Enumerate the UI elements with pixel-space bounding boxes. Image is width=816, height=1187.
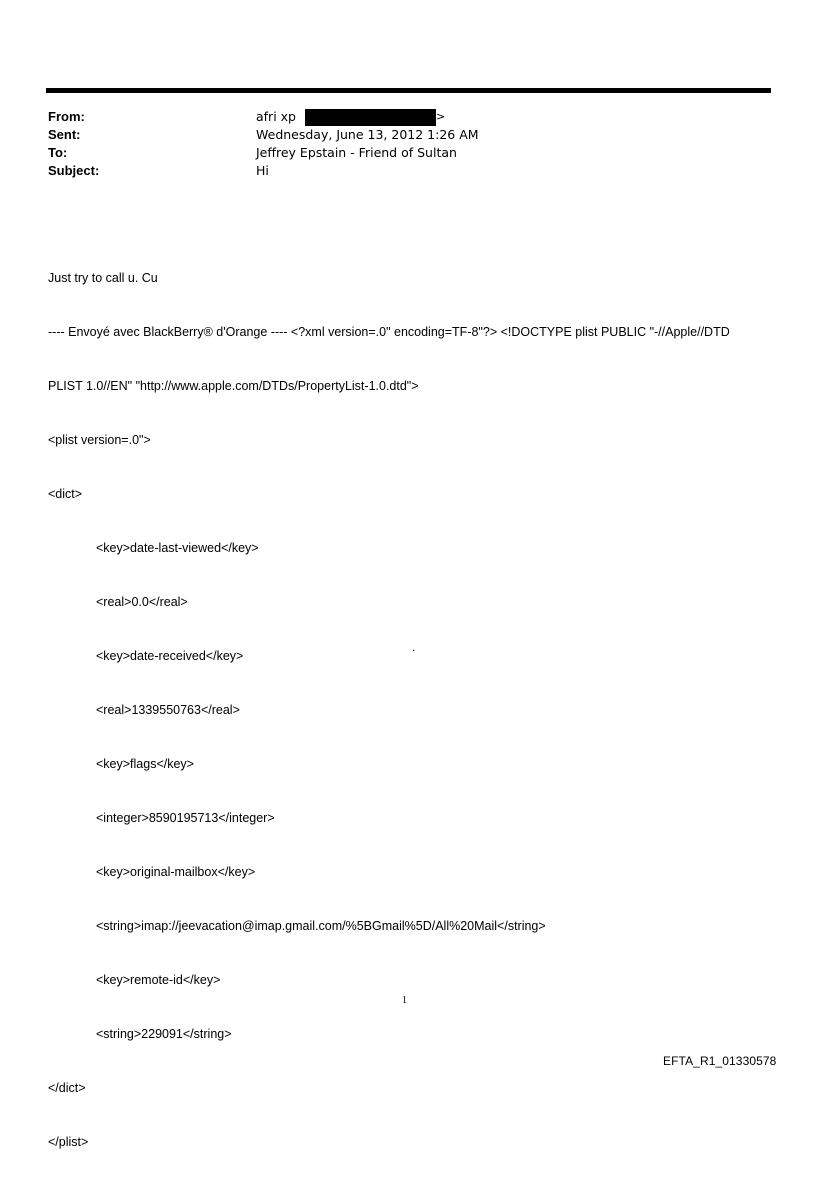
- email-body: [48, 233, 768, 1187]
- from-label: From:: [48, 109, 85, 124]
- subject-row: [48, 162, 748, 180]
- to-value: Jeffrey Epstain - Friend of Sultan: [256, 145, 457, 160]
- body-line: ---- Envoyé avec BlackBerry® d'Orange ---- <?xml version=.0" encoding=TF-8"?> <!DOCTYPE plist PUBLIC "-//Apple//DTD: [48, 325, 730, 339]
- stray-mark: .: [412, 640, 416, 654]
- body-line: <plist version=.0">: [48, 433, 151, 447]
- from-value: [256, 108, 445, 126]
- body-line: Just try to call u. Cu: [48, 271, 158, 285]
- document-id: EFTA_R1_01330578: [663, 1054, 777, 1068]
- sender-name: afri xp: [256, 109, 296, 124]
- redaction-block: [305, 109, 436, 126]
- body-line: <string>imap://jeevacation@imap.gmail.com/%5BGmail%5D/All%20Mail</string>: [96, 919, 546, 933]
- body-line: <integer>8590195713</integer>: [96, 811, 275, 825]
- body-line: <key>flags</key>: [96, 757, 194, 771]
- body-line: <key>remote-id</key>: [96, 973, 221, 987]
- header-rule: [46, 88, 771, 93]
- subject-label: Subject:: [48, 163, 100, 178]
- sent-label: Sent:: [48, 127, 81, 142]
- body-line: <real>1339550763</real>: [96, 703, 240, 717]
- body-line: <key>date-received</key>: [96, 649, 244, 663]
- to-row: [48, 144, 748, 162]
- body-line: PLIST 1.0//EN" "http://www.apple.com/DTDs/PropertyList-1.0.dtd">: [48, 379, 419, 393]
- body-line: <string>229091</string>: [96, 1027, 232, 1041]
- page-number: 1: [402, 995, 407, 1006]
- body-line: </dict>: [48, 1081, 86, 1095]
- from-row: [48, 108, 748, 126]
- email-header: [48, 108, 748, 180]
- body-line: </plist>: [48, 1135, 89, 1149]
- subject-value: Hi: [256, 163, 269, 178]
- sent-value: Wednesday, June 13, 2012 1:26 AM: [256, 127, 479, 142]
- body-line: <dict>: [48, 487, 83, 501]
- body-line: <key>date-last-viewed</key>: [96, 541, 259, 555]
- sent-row: [48, 126, 748, 144]
- body-line: <key>original-mailbox</key>: [96, 865, 256, 879]
- redaction-tail: >: [435, 110, 446, 123]
- body-line: <real>0.0</real>: [96, 595, 188, 609]
- to-label: To:: [48, 145, 68, 160]
